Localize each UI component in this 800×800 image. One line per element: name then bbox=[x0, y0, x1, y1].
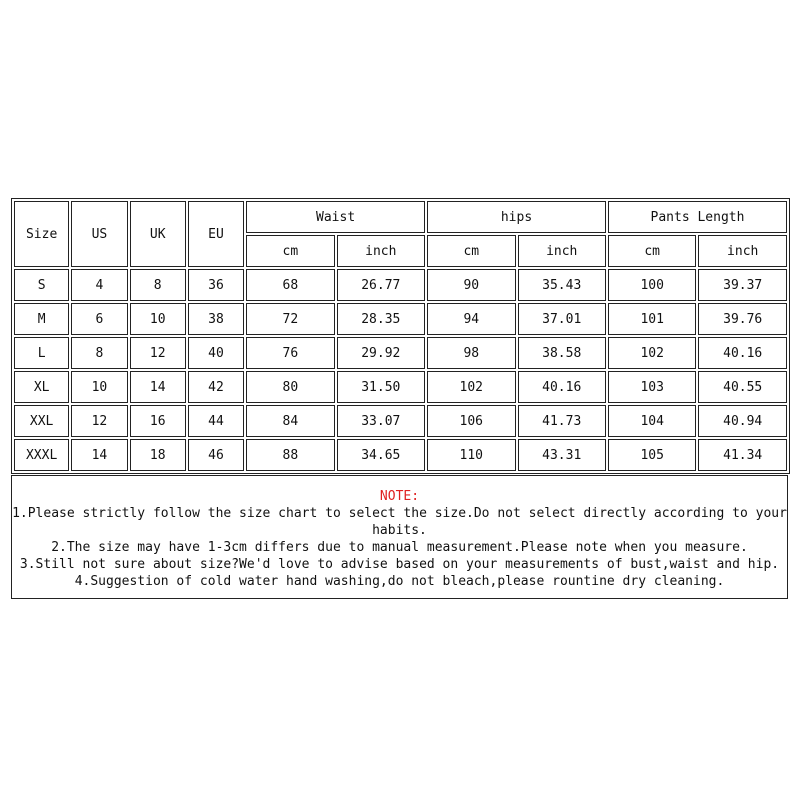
cell-waist-cm: 80 bbox=[246, 371, 334, 403]
note-line-1-cont: habits. bbox=[372, 523, 427, 538]
cell-eu: 38 bbox=[188, 303, 244, 335]
table-row bbox=[14, 405, 787, 437]
cell-hips-cm: 90 bbox=[427, 269, 515, 301]
note-line-4: 4.Suggestion of cold water hand washing,do not bleach,please rountine dry cleaning. bbox=[74, 574, 725, 589]
cell-waist-cm: 68 bbox=[246, 269, 334, 301]
cell-hips-cm: 110 bbox=[427, 439, 515, 471]
header-hips: hips bbox=[427, 201, 606, 233]
cell-size: L bbox=[14, 337, 69, 369]
cell-us: 14 bbox=[71, 439, 127, 471]
cell-us: 10 bbox=[71, 371, 127, 403]
cell-size: XXL bbox=[14, 405, 69, 437]
cell-length-cm: 100 bbox=[608, 269, 696, 301]
cell-size: XL bbox=[14, 371, 69, 403]
cell-hips-inch: 35.43 bbox=[518, 269, 606, 301]
table-row bbox=[14, 439, 787, 471]
cell-waist-cm: 76 bbox=[246, 337, 334, 369]
note-line-1: 1.Please strictly follow the size chart to select the size.Do not select directly according to your bbox=[12, 506, 787, 521]
notes-box bbox=[11, 475, 788, 599]
header-uk: UK bbox=[130, 201, 186, 267]
header-hips-cm: cm bbox=[427, 235, 515, 267]
cell-waist-inch: 34.65 bbox=[337, 439, 425, 471]
cell-hips-inch: 41.73 bbox=[518, 405, 606, 437]
cell-length-inch: 40.16 bbox=[698, 337, 787, 369]
cell-waist-cm: 84 bbox=[246, 405, 334, 437]
cell-size: XXXL bbox=[14, 439, 69, 471]
cell-length-cm: 103 bbox=[608, 371, 696, 403]
cell-eu: 44 bbox=[188, 405, 244, 437]
header-waist: Waist bbox=[246, 201, 425, 233]
header-size: Size bbox=[14, 201, 69, 267]
cell-uk: 12 bbox=[130, 337, 186, 369]
notes-title: NOTE: bbox=[379, 489, 420, 504]
cell-uk: 14 bbox=[130, 371, 186, 403]
header-pants-length: Pants Length bbox=[608, 201, 787, 233]
cell-us: 6 bbox=[71, 303, 127, 335]
cell-hips-inch: 38.58 bbox=[518, 337, 606, 369]
cell-hips-inch: 37.01 bbox=[518, 303, 606, 335]
cell-us: 8 bbox=[71, 337, 127, 369]
cell-waist-inch: 29.92 bbox=[337, 337, 425, 369]
header-hips-inch: inch bbox=[518, 235, 606, 267]
table-row bbox=[14, 269, 787, 301]
cell-length-cm: 101 bbox=[608, 303, 696, 335]
cell-size: S bbox=[14, 269, 69, 301]
header-waist-cm: cm bbox=[246, 235, 334, 267]
table-row bbox=[14, 303, 787, 335]
cell-waist-cm: 72 bbox=[246, 303, 334, 335]
cell-waist-inch: 28.35 bbox=[337, 303, 425, 335]
table-row bbox=[14, 371, 787, 403]
cell-eu: 36 bbox=[188, 269, 244, 301]
header-us: US bbox=[71, 201, 127, 267]
cell-size: M bbox=[14, 303, 69, 335]
cell-hips-cm: 102 bbox=[427, 371, 515, 403]
header-row-top bbox=[14, 201, 787, 233]
cell-waist-cm: 88 bbox=[246, 439, 334, 471]
cell-hips-cm: 98 bbox=[427, 337, 515, 369]
header-length-cm: cm bbox=[608, 235, 696, 267]
cell-uk: 10 bbox=[130, 303, 186, 335]
cell-uk: 8 bbox=[130, 269, 186, 301]
cell-uk: 18 bbox=[130, 439, 186, 471]
cell-waist-inch: 33.07 bbox=[337, 405, 425, 437]
cell-hips-inch: 40.16 bbox=[518, 371, 606, 403]
cell-length-inch: 40.94 bbox=[698, 405, 787, 437]
note-line-3: 3.Still not sure about size?We'd love to advise based on your measurements of bust,waist and hip. bbox=[19, 557, 780, 572]
cell-eu: 42 bbox=[188, 371, 244, 403]
cell-eu: 40 bbox=[188, 337, 244, 369]
cell-us: 4 bbox=[71, 269, 127, 301]
note-line-2: 2.The size may have 1-3cm differs due to manual measurement.Please note when you measure. bbox=[51, 540, 748, 555]
cell-waist-inch: 31.50 bbox=[337, 371, 425, 403]
cell-length-cm: 104 bbox=[608, 405, 696, 437]
size-chart-table bbox=[11, 198, 790, 474]
cell-hips-cm: 106 bbox=[427, 405, 515, 437]
header-waist-inch: inch bbox=[337, 235, 425, 267]
cell-length-inch: 39.76 bbox=[698, 303, 787, 335]
cell-length-inch: 41.34 bbox=[698, 439, 787, 471]
cell-length-cm: 105 bbox=[608, 439, 696, 471]
cell-hips-cm: 94 bbox=[427, 303, 515, 335]
cell-length-cm: 102 bbox=[608, 337, 696, 369]
cell-uk: 16 bbox=[130, 405, 186, 437]
header-eu: EU bbox=[188, 201, 244, 267]
cell-us: 12 bbox=[71, 405, 127, 437]
cell-length-inch: 40.55 bbox=[698, 371, 787, 403]
cell-hips-inch: 43.31 bbox=[518, 439, 606, 471]
header-length-inch: inch bbox=[698, 235, 787, 267]
table-row bbox=[14, 337, 787, 369]
cell-waist-inch: 26.77 bbox=[337, 269, 425, 301]
cell-length-inch: 39.37 bbox=[698, 269, 787, 301]
cell-eu: 46 bbox=[188, 439, 244, 471]
